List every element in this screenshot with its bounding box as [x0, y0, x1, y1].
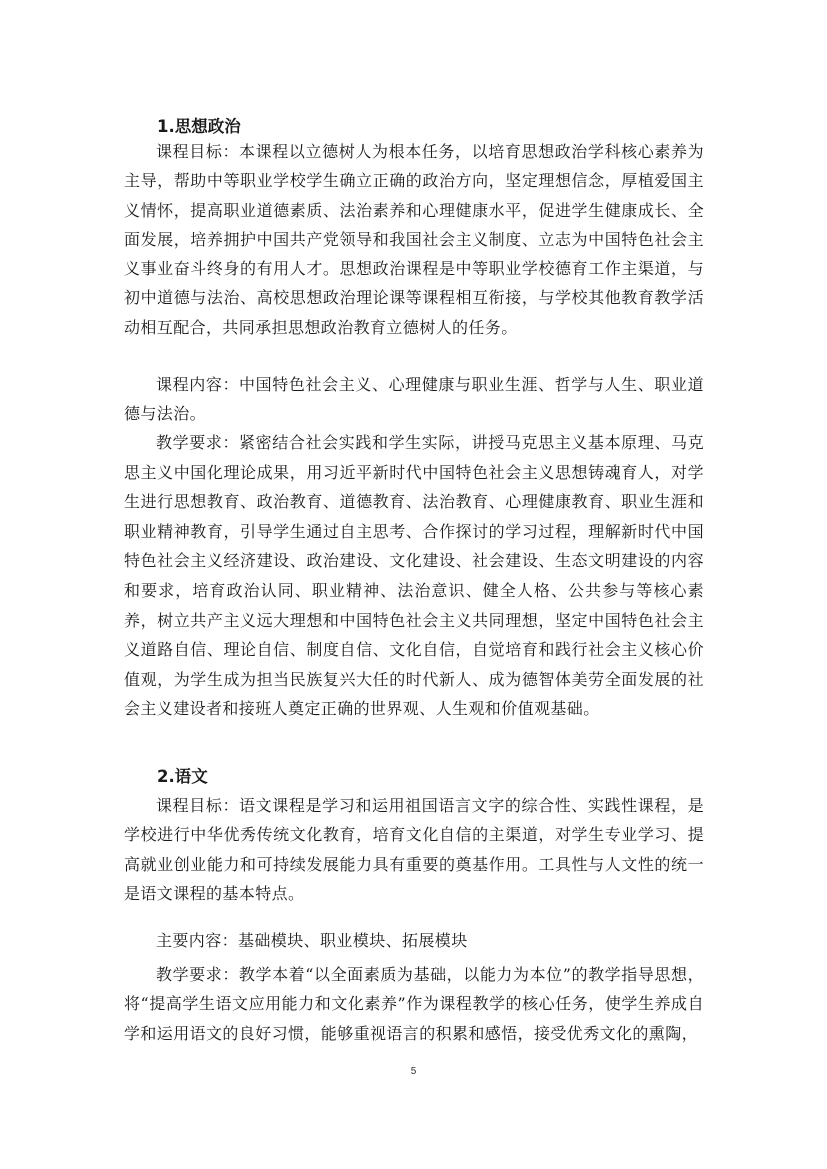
- paragraph-politics-content: 课程内容：中国特色社会主义、心理健康与职业生涯、哲学与人生、职业道德与法治。: [124, 375, 704, 423]
- section-heading-chinese: 2.语文: [157, 767, 208, 786]
- paragraph-politics-goal: 课程目标：本课程以立德树人为根本任务，以培育思想政治学科核心素养为主导，帮助中等职业学校学生确立正确的政治方向，坚定理想信念，厚植爱国主义情怀，提高职业道德素质、法治素养和心理健康水平，促进学生健康成长、全面发展，培养拥护中国共产党领导和我国社会主义制度、立志为中国特色社会主义事业奋斗终身的有用人才。思想政治课程是中等职业学校德育工作主渠道，与初中道德与法治、高校思想政治理论课等课程相互衔接，与学校其他教育教学活动相互配合，共同承担思想政治教育立德树人的任务。: [124, 142, 704, 337]
- paragraph-chinese-requirements: 教学要求：教学本着“以全面素质为基础，以能力为本位”的教学指导思想，将“提高学生语文应用能力和文化素养”作为课程教学的核心任务，使学生养成自学和运用语文的良好习惯，能够重视语言的积累和感悟，接受优秀文化的熏陶，: [124, 965, 704, 1043]
- paragraph-chinese-content: 主要内容：基础模块、职业模块、拓展模块: [156, 931, 468, 950]
- paragraph-chinese-goal: 课程目标：语文课程是学习和运用祖国语言文字的综合性、实践性课程，是学校进行中华优秀传统文化教育，培育文化自信的主渠道，对学生专业学习、提高就业创业能力和可持续发展能力具有重要的奠基作用。工具性与人文性的统一是语文课程的基本特点。: [124, 796, 704, 903]
- page-number: 5: [410, 1066, 417, 1077]
- paragraph-politics-requirements: 教学要求：紧密结合社会实践和学生实际，讲授马克思主义基本原理、马克思主义中国化理论成果，用习近平新时代中国特色社会主义思想铸魂育人，对学生进行思想教育、政治教育、道德教育、法治教育、心理健康教育、职业生涯和职业精神教育，引导学生通过自主思考、合作探讨的学习过程，理解新时代中国特色社会主义经济建设、政治建设、文化建设、社会建设、生态文明建设的内容和要求，培育政治认同、职业精神、法治意识、健全人格、公共参与等核心素养，树立共产主义远大理想和中国特色社会主义共同理想，坚定中国特色社会主义道路自信、理论自信、制度自信、文化自信，自觉培育和践行社会主义核心价值观，为学生成为担当民族复兴大任的时代新人、成为德智体美劳全面发展的社会主义建设者和接班人奠定正确的世界观、人生观和价值观基础。: [124, 433, 704, 719]
- section-heading-politics: 1.思想政治: [157, 117, 241, 136]
